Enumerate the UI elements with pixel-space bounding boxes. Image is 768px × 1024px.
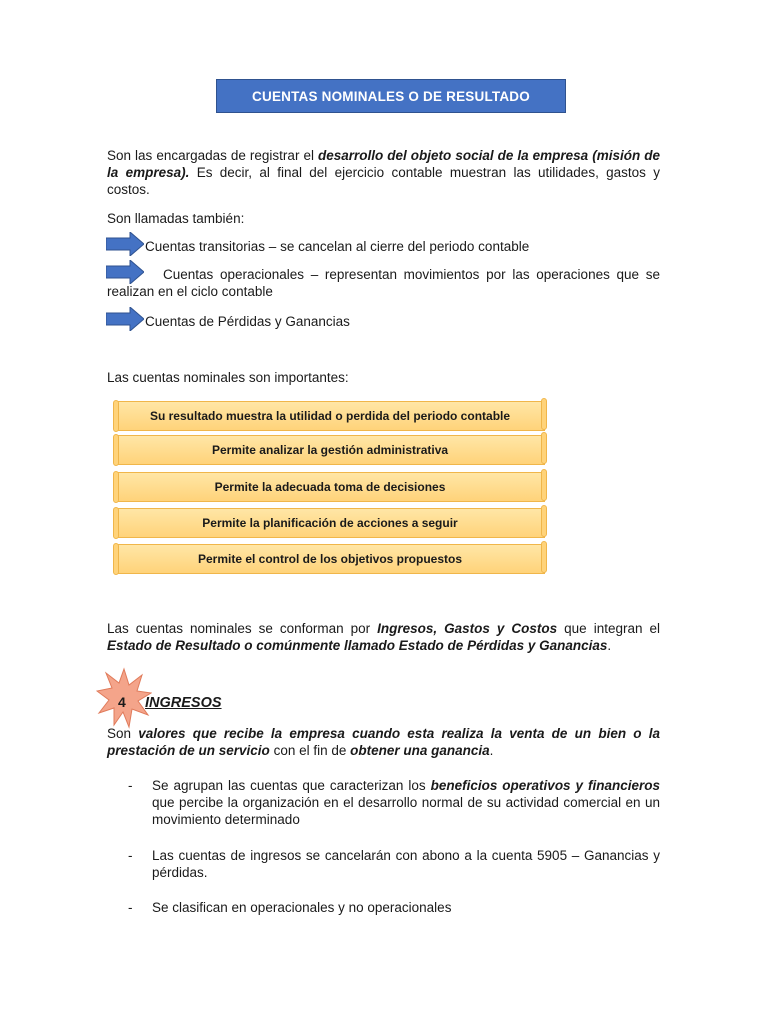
scroll-item-text: Permite la adecuada toma de decisiones bbox=[214, 480, 446, 494]
scroll-item-text: Permite el control de los objetivos propuestos bbox=[197, 552, 463, 566]
page-title bbox=[216, 79, 566, 113]
bullet-item-2: Las cuentas de ingresos se cancelarán con abono a la cuenta 5905 – Ganancias y pérdidas. bbox=[152, 848, 660, 880]
scroll-item-2 bbox=[115, 435, 545, 465]
arrow-item-1: Cuentas transitorias – se cancelan al cierre del periodo contable bbox=[145, 239, 530, 254]
page-title-text: CUENTAS NOMINALES O DE RESULTADO bbox=[252, 88, 530, 104]
conform-bold-2: Estado de Resultado o comúnmente llamado Estado de Pérdidas y Ganancias bbox=[107, 638, 608, 653]
scroll-item-text: Su resultado muestra la utilidad o perdida del periodo contable bbox=[149, 409, 511, 423]
bullet-1-bold: beneficios operativos y financieros bbox=[430, 778, 660, 793]
bullet-1-text-1: Se agrupan las cuentas que caracterizan los bbox=[152, 778, 431, 793]
section-heading: INGRESOS bbox=[145, 695, 222, 711]
intro-paragraph bbox=[107, 147, 660, 198]
right-arrow-icon bbox=[106, 307, 144, 331]
scroll-item-4 bbox=[115, 508, 545, 538]
also-called-label: Son llamadas también: bbox=[107, 211, 245, 226]
ingresos-text-1: Son bbox=[107, 726, 139, 741]
ingresos-bold-2: obtener una ganancia bbox=[350, 743, 490, 758]
scroll-item-3 bbox=[115, 472, 545, 502]
arrow-item-2: Cuentas operacionales – representan movimientos por las operaciones que se realizan en el ciclo contable bbox=[107, 267, 660, 299]
scroll-item-text: Permite analizar la gestión administrativa bbox=[211, 443, 449, 457]
intro-bold: desarrollo del objeto social de la empresa (misión de la empresa). bbox=[107, 148, 660, 180]
bullet-1-text-2: que percibe la organización en el desarrollo normal de su actividad comercial en un movimiento determinado bbox=[152, 795, 660, 827]
intro-text-1: Son las encargadas de registrar el bbox=[107, 148, 318, 163]
ingresos-text-2: con el fin de bbox=[269, 743, 351, 758]
conform-text-1: Las cuentas nominales se conforman por bbox=[107, 621, 378, 636]
bullet-dash: - bbox=[128, 900, 133, 915]
intro-text-2: Es decir, al final del ejercicio contable muestran las utilidades, gastos y costos. bbox=[107, 165, 660, 197]
ingresos-definition bbox=[107, 725, 660, 759]
right-arrow-icon bbox=[106, 232, 144, 256]
scroll-item-text: Permite la planificación de acciones a seguir bbox=[202, 516, 458, 530]
section-number: 4 bbox=[118, 694, 126, 710]
conform-bold-1: Ingresos, Gastos y Costos bbox=[377, 621, 558, 636]
scroll-item-1 bbox=[115, 401, 545, 431]
bullet-dash: - bbox=[128, 848, 133, 863]
conform-paragraph bbox=[107, 620, 660, 654]
ingresos-text-3: . bbox=[489, 743, 494, 758]
conform-text-2: que integran el bbox=[557, 621, 660, 636]
arrow-item-3: Cuentas de Pérdidas y Ganancias bbox=[145, 314, 350, 329]
bullet-item-1 bbox=[152, 777, 660, 828]
scroll-item-5 bbox=[115, 544, 545, 574]
ingresos-bold-1: valores que recibe la empresa cuando esta realiza la venta de un bien o la prestación de un servicio bbox=[107, 726, 660, 758]
important-label: Las cuentas nominales son importantes: bbox=[107, 370, 349, 385]
bullet-dash: - bbox=[128, 778, 133, 793]
bullet-item-3: Se clasifican en operacionales y no operacionales bbox=[152, 900, 452, 915]
conform-text-3: . bbox=[607, 638, 612, 653]
